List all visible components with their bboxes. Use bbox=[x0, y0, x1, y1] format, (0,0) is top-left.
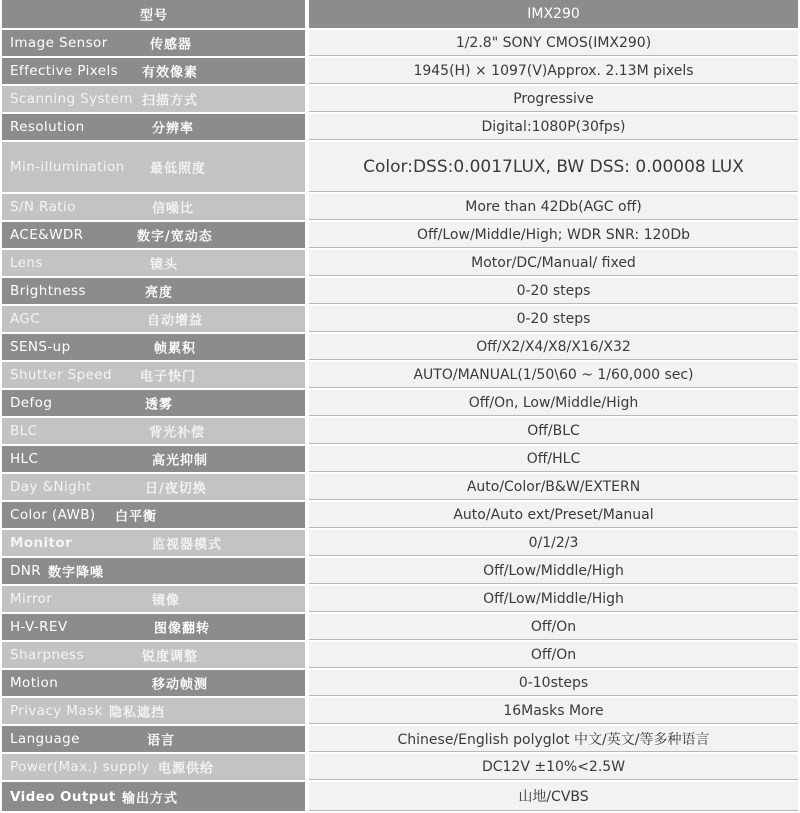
spec-label-en: Scanning System bbox=[10, 91, 133, 107]
spec-value: Auto/Color/B&W/EXTERN bbox=[466, 478, 641, 495]
spec-value: Off/On bbox=[530, 618, 577, 635]
spec-label-cn: 日/夜切换 bbox=[145, 481, 207, 497]
spec-label-cn: 传感器 bbox=[150, 37, 193, 53]
spec-label-cn: 高光抑制 bbox=[152, 453, 209, 469]
spec-label-en: Privacy Mask bbox=[10, 703, 103, 719]
spec-label-en: Video Output bbox=[10, 788, 116, 805]
spec-value-cell bbox=[309, 642, 798, 668]
spec-label-cell bbox=[2, 30, 305, 56]
header-value: IMX290 bbox=[527, 6, 580, 22]
spec-label-cn: 隐私遮挡 bbox=[109, 705, 166, 721]
spec-label-cell bbox=[2, 698, 305, 724]
spec-value-cell bbox=[309, 58, 798, 84]
spec-label-cell bbox=[2, 362, 305, 388]
spec-value-cell bbox=[309, 362, 798, 388]
spec-label-cell bbox=[2, 222, 305, 248]
spec-value-cell bbox=[309, 142, 798, 192]
spec-label-cn: 最低照度 bbox=[150, 161, 207, 177]
spec-label-cell bbox=[2, 194, 305, 220]
spec-label-cell bbox=[2, 586, 305, 612]
spec-value: DC12V ±10%<2.5W bbox=[481, 758, 626, 775]
spec-row bbox=[0, 754, 800, 782]
spec-label-cell bbox=[2, 670, 305, 696]
spec-value-cell bbox=[309, 530, 798, 556]
spec-row bbox=[0, 306, 800, 334]
spec-row bbox=[0, 502, 800, 530]
spec-label-cn: 数字降噪 bbox=[48, 565, 105, 581]
spec-label-en: Language bbox=[10, 731, 80, 747]
spec-row bbox=[0, 30, 800, 58]
spec-value-cell bbox=[309, 334, 798, 360]
spec-label-cell bbox=[2, 782, 305, 811]
spec-label-en: Resolution bbox=[10, 119, 85, 135]
spec-label-cn: 扫描方式 bbox=[142, 93, 199, 109]
spec-value-cell bbox=[309, 698, 798, 724]
spec-value-cell bbox=[309, 306, 798, 332]
spec-value-cell bbox=[309, 194, 798, 220]
header-label: 型号 bbox=[140, 8, 169, 24]
spec-value: Off/HLC bbox=[526, 450, 581, 467]
spec-label-cn: 分辨率 bbox=[152, 121, 195, 137]
spec-label-cn: 移动帧测 bbox=[152, 677, 209, 693]
spec-value: Off/On bbox=[530, 646, 577, 663]
spec-label-en: ACE&WDR bbox=[10, 227, 84, 243]
spec-label-cn: 透雾 bbox=[145, 397, 174, 413]
spec-value-cell bbox=[309, 754, 798, 780]
header-value-cell bbox=[309, 0, 798, 28]
spec-label-cell bbox=[2, 754, 305, 780]
spec-value: 16Masks More bbox=[503, 702, 604, 719]
spec-value: Digital:1080P(30fps) bbox=[481, 118, 626, 135]
spec-value: 0/1/2/3 bbox=[528, 534, 579, 551]
spec-label-cell bbox=[2, 114, 305, 140]
spec-label-cn: 锐度调整 bbox=[142, 649, 199, 665]
spec-label-cell bbox=[2, 278, 305, 304]
spec-row bbox=[0, 86, 800, 114]
header-label-cell bbox=[2, 0, 305, 28]
spec-value: Auto/Auto ext/Preset/Manual bbox=[453, 506, 654, 523]
spec-value: 0-10steps bbox=[518, 674, 589, 691]
spec-value-cell bbox=[309, 474, 798, 500]
spec-row bbox=[0, 114, 800, 142]
spec-row bbox=[0, 614, 800, 642]
spec-value-cell bbox=[309, 670, 798, 696]
spec-label-cell bbox=[2, 530, 305, 556]
spec-value: AUTO/MANUAL(1/50\60 ~ 1/60,000 sec) bbox=[413, 366, 694, 383]
spec-label-en: Power(Max.) supply bbox=[10, 759, 150, 775]
spec-label-cell bbox=[2, 726, 305, 752]
spec-label-cn: 图像翻转 bbox=[154, 621, 211, 637]
spec-value: Off/BLC bbox=[527, 422, 580, 439]
spec-value-cell bbox=[309, 86, 798, 112]
spec-row bbox=[0, 530, 800, 558]
spec-label-cn: 背光补偿 bbox=[149, 425, 206, 441]
spec-label-cn: 输出方式 bbox=[122, 791, 179, 806]
spec-row bbox=[0, 222, 800, 250]
spec-value-cell bbox=[309, 782, 798, 811]
spec-row bbox=[0, 142, 800, 194]
spec-value: 1945(H) × 1097(V)Approx. 2.13M pixels bbox=[413, 62, 694, 79]
spec-label-en: Defog bbox=[10, 395, 53, 411]
spec-value-cell bbox=[309, 726, 798, 752]
spec-value-cell bbox=[309, 446, 798, 472]
spec-label-cn: 数字/宽动态 bbox=[137, 229, 213, 245]
spec-label-cn: 电子快门 bbox=[140, 369, 197, 385]
spec-label-cell bbox=[2, 334, 305, 360]
spec-label-cn: 镜头 bbox=[150, 257, 179, 273]
spec-value: Off/Low/Middle/High bbox=[483, 590, 624, 607]
spec-row bbox=[0, 782, 800, 813]
spec-row bbox=[0, 726, 800, 754]
spec-value-cell bbox=[309, 30, 798, 56]
spec-row bbox=[0, 642, 800, 670]
spec-value: 0-20 steps bbox=[516, 310, 591, 327]
spec-value: Color:DSS:0.0017LUX, BW DSS: 0.00008 LUX bbox=[363, 156, 744, 177]
spec-value-cell bbox=[309, 114, 798, 140]
spec-row bbox=[0, 558, 800, 586]
spec-value-cell bbox=[309, 502, 798, 528]
spec-label-cell bbox=[2, 390, 305, 416]
spec-label-cell bbox=[2, 58, 305, 84]
spec-label-cn: 帧累积 bbox=[154, 341, 197, 357]
spec-label-cell bbox=[2, 250, 305, 276]
spec-label-en: Brightness bbox=[10, 283, 86, 299]
spec-row bbox=[0, 418, 800, 446]
spec-row bbox=[0, 474, 800, 502]
spec-label-en: Color (AWB) bbox=[10, 507, 96, 523]
spec-label-cn: 亮度 bbox=[145, 285, 174, 301]
spec-row bbox=[0, 670, 800, 698]
spec-label-en: HLC bbox=[10, 451, 39, 467]
spec-label-en: Day &Night bbox=[10, 479, 92, 495]
spec-label-cn: 电源供给 bbox=[158, 761, 215, 777]
spec-value-cell bbox=[309, 250, 798, 276]
spec-row bbox=[0, 278, 800, 306]
header-row bbox=[0, 0, 800, 30]
spec-label-cell bbox=[2, 446, 305, 472]
spec-row bbox=[0, 698, 800, 726]
spec-label-cell bbox=[2, 502, 305, 528]
spec-label-cn: 白平衡 bbox=[115, 509, 158, 525]
spec-value-cell bbox=[309, 558, 798, 584]
spec-label-en: BLC bbox=[10, 423, 38, 439]
spec-value-cell bbox=[309, 222, 798, 248]
spec-label-en: H-V-REV bbox=[10, 619, 68, 635]
spec-row bbox=[0, 446, 800, 474]
spec-label-cn: 镜像 bbox=[152, 593, 181, 609]
spec-label-en: Min-illumination bbox=[10, 159, 125, 175]
spec-value: Off/Low/Middle/High bbox=[483, 562, 624, 579]
spec-value: Motor/DC/Manual/ fixed bbox=[471, 254, 636, 271]
spec-row bbox=[0, 586, 800, 614]
spec-label-en: Motion bbox=[10, 675, 59, 691]
spec-label-en: S/N Ratio bbox=[10, 199, 76, 215]
spec-value: Progressive bbox=[513, 90, 594, 107]
spec-label-cn: 自动增益 bbox=[147, 313, 204, 329]
spec-value: 0-20 steps bbox=[516, 282, 591, 299]
spec-value-cell bbox=[309, 418, 798, 444]
spec-label-en: Shutter Speed bbox=[10, 367, 112, 383]
spec-label-en: Sharpness bbox=[10, 647, 85, 663]
spec-label-en: Effective Pixels bbox=[10, 63, 119, 79]
spec-row bbox=[0, 390, 800, 418]
spec-label-en: SENS-up bbox=[10, 339, 71, 355]
spec-label-cn: 有效像素 bbox=[142, 65, 199, 81]
spec-label-en: AGC bbox=[10, 311, 41, 327]
spec-label-cell bbox=[2, 418, 305, 444]
spec-label-cn: 语言 bbox=[147, 733, 176, 749]
spec-value-cell bbox=[309, 390, 798, 416]
spec-value: 1/2.8" SONY CMOS(IMX290) bbox=[455, 34, 652, 51]
spec-label-cell bbox=[2, 142, 305, 192]
spec-row bbox=[0, 250, 800, 278]
spec-value-cell bbox=[309, 586, 798, 612]
spec-row bbox=[0, 58, 800, 86]
spec-label-cell bbox=[2, 642, 305, 668]
spec-label-cell bbox=[2, 558, 305, 584]
spec-label-cell bbox=[2, 474, 305, 500]
spec-value-cell bbox=[309, 614, 798, 640]
spec-value: Off/On, Low/Middle/High bbox=[468, 394, 639, 411]
spec-label-en: Monitor bbox=[10, 535, 73, 551]
spec-label-en: Mirror bbox=[10, 591, 53, 607]
spec-label-cell bbox=[2, 614, 305, 640]
spec-value: Off/X2/X4/X8/X16/X32 bbox=[476, 338, 631, 355]
spec-label-en: DNR bbox=[10, 563, 42, 579]
spec-value-cell bbox=[309, 278, 798, 304]
spec-label-en: Lens bbox=[10, 255, 43, 271]
spec-row bbox=[0, 334, 800, 362]
spec-label-cell bbox=[2, 306, 305, 332]
spec-label-cn: 监视器模式 bbox=[152, 537, 223, 553]
spec-value: Chinese/English polyglot 中文/英文/等多种语言 bbox=[397, 731, 710, 748]
spec-label-cell bbox=[2, 86, 305, 112]
spec-value: More than 42Db(AGC off) bbox=[465, 198, 642, 215]
spec-label-en: Image Sensor bbox=[10, 35, 108, 51]
spec-row bbox=[0, 362, 800, 390]
spec-row bbox=[0, 194, 800, 222]
spec-label-cn: 信噪比 bbox=[152, 201, 195, 217]
spec-value: Off/Low/Middle/High; WDR SNR: 120Db bbox=[417, 226, 690, 243]
spec-value: 山地/CVBS bbox=[518, 789, 589, 805]
